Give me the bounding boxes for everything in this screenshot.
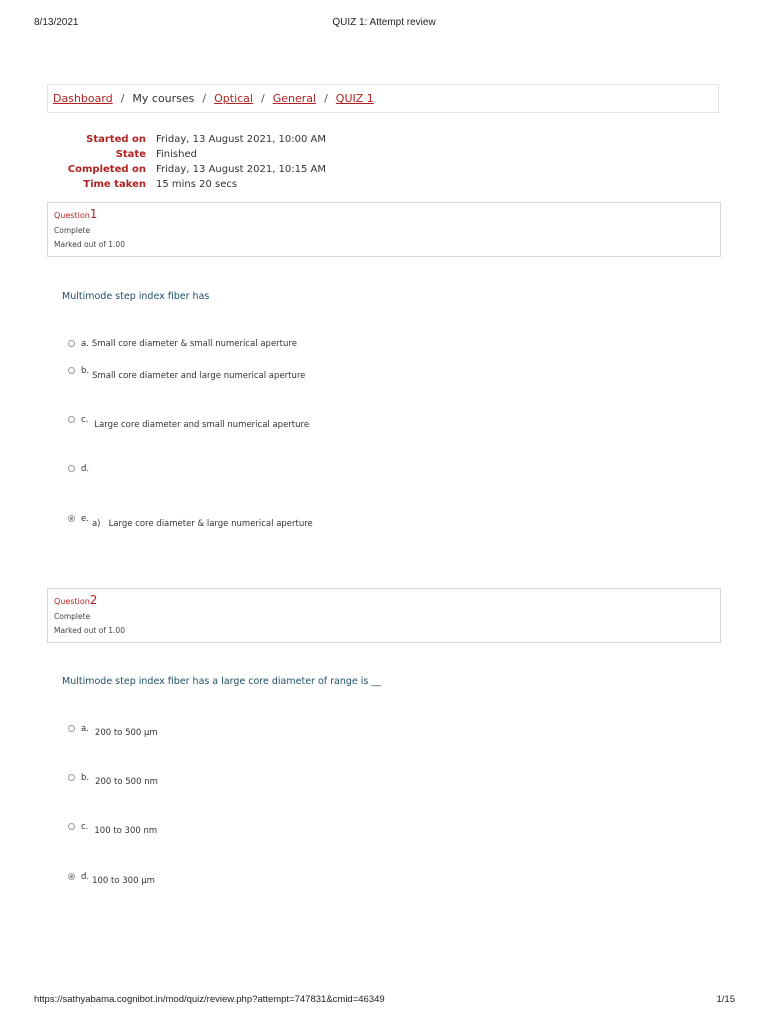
state-label: State xyxy=(115,149,146,160)
started-on-label: Started on xyxy=(86,134,146,145)
print-url: https://sathyabama.cognibot.in/mod/quiz/review.php?attempt=747831&cmid=46349 xyxy=(34,994,385,1005)
started-on-value: Friday, 13 August 2021, 10:00 AM xyxy=(156,134,327,145)
question-text: Multimode step index fiber has xyxy=(62,291,210,302)
answer-option-selected[interactable] xyxy=(68,872,155,886)
breadcrumb-my-courses: My courses xyxy=(132,92,195,105)
summary-row-state xyxy=(47,147,326,162)
radio-button[interactable] xyxy=(68,465,75,472)
summary-row-time xyxy=(47,177,326,192)
radio-button[interactable] xyxy=(68,725,75,732)
radio-button[interactable] xyxy=(68,416,75,423)
radio-button[interactable] xyxy=(68,823,75,830)
option-text: Small core diameter & small numerical aperture xyxy=(91,339,297,349)
breadcrumb-separator: / xyxy=(120,92,125,105)
print-date: 8/13/2021 xyxy=(34,17,79,28)
option-letter: d. xyxy=(81,464,90,474)
radio-button[interactable] xyxy=(68,774,75,781)
radio-button-checked[interactable] xyxy=(68,873,75,880)
breadcrumb-optical-link[interactable]: Optical xyxy=(214,92,253,105)
question-marked: Marked out of 1.00 xyxy=(54,240,125,249)
option-text: 100 to 300 nm xyxy=(94,826,158,836)
print-page-number: 1/15 xyxy=(716,994,735,1005)
answer-option[interactable] xyxy=(68,773,158,787)
breadcrumb-separator: / xyxy=(260,92,265,105)
question-number: 1 xyxy=(89,207,98,221)
question-info-box xyxy=(47,588,721,643)
answer-option-selected[interactable] xyxy=(68,514,313,529)
radio-button[interactable] xyxy=(68,367,75,374)
option-text: 100 to 300 μm xyxy=(92,876,155,886)
question-label: Question xyxy=(54,597,90,606)
answer-option[interactable] xyxy=(68,415,309,430)
radio-button-checked[interactable] xyxy=(68,515,75,522)
summary-row-completed xyxy=(47,162,326,177)
question-title xyxy=(54,207,714,221)
time-taken-value: 15 mins 20 secs xyxy=(156,179,238,190)
answer-option[interactable] xyxy=(68,724,158,738)
answer-option[interactable] xyxy=(68,366,305,381)
option-letter: c. xyxy=(81,415,89,425)
option-text: Small core diameter and large numerical aperture xyxy=(92,371,306,381)
breadcrumb-quiz-link[interactable]: QUIZ 1 xyxy=(335,92,374,105)
attempt-summary xyxy=(47,132,326,192)
state-value: Finished xyxy=(156,149,197,160)
question-text: Multimode step index fiber has a large core diameter of range is __ xyxy=(62,676,381,687)
completed-on-label: Completed on xyxy=(67,164,146,175)
option-letter: c. xyxy=(81,822,89,832)
option-letter: e. xyxy=(81,514,89,524)
question-status: Complete xyxy=(54,612,91,621)
breadcrumb-separator: / xyxy=(202,92,207,105)
answer-option[interactable] xyxy=(68,339,297,349)
breadcrumb-separator: / xyxy=(324,92,328,105)
answer-option[interactable] xyxy=(68,464,92,474)
option-letter: d. xyxy=(81,872,90,882)
option-letter: b. xyxy=(81,773,90,783)
radio-button[interactable] xyxy=(68,340,75,347)
time-taken-label: Time taken xyxy=(83,179,146,190)
question-marked: Marked out of 1.00 xyxy=(54,626,125,635)
print-title: QUIZ 1: Attempt review xyxy=(332,17,436,28)
option-letter: a. xyxy=(81,339,89,349)
summary-row-started xyxy=(47,132,326,147)
question-status: Complete xyxy=(54,226,91,235)
completed-on-value: Friday, 13 August 2021, 10:15 AM xyxy=(156,164,327,175)
question-label: Question xyxy=(54,211,90,220)
breadcrumb xyxy=(47,84,719,113)
option-text: 200 to 500 μm xyxy=(94,728,158,738)
option-text: Large core diameter and small numerical aperture xyxy=(94,420,310,430)
option-letter: a. xyxy=(81,724,89,734)
breadcrumb-dashboard-link[interactable]: Dashboard xyxy=(53,92,113,105)
option-text: 200 to 500 nm xyxy=(95,777,158,787)
question-number: 2 xyxy=(89,593,98,607)
option-letter: b. xyxy=(81,366,90,376)
breadcrumb-general-link[interactable]: General xyxy=(272,92,317,105)
option-text: a) Large core diameter & large numerical aperture xyxy=(91,519,313,529)
answer-option[interactable] xyxy=(68,822,157,836)
question-title xyxy=(54,593,714,607)
question-info-box xyxy=(47,202,721,257)
